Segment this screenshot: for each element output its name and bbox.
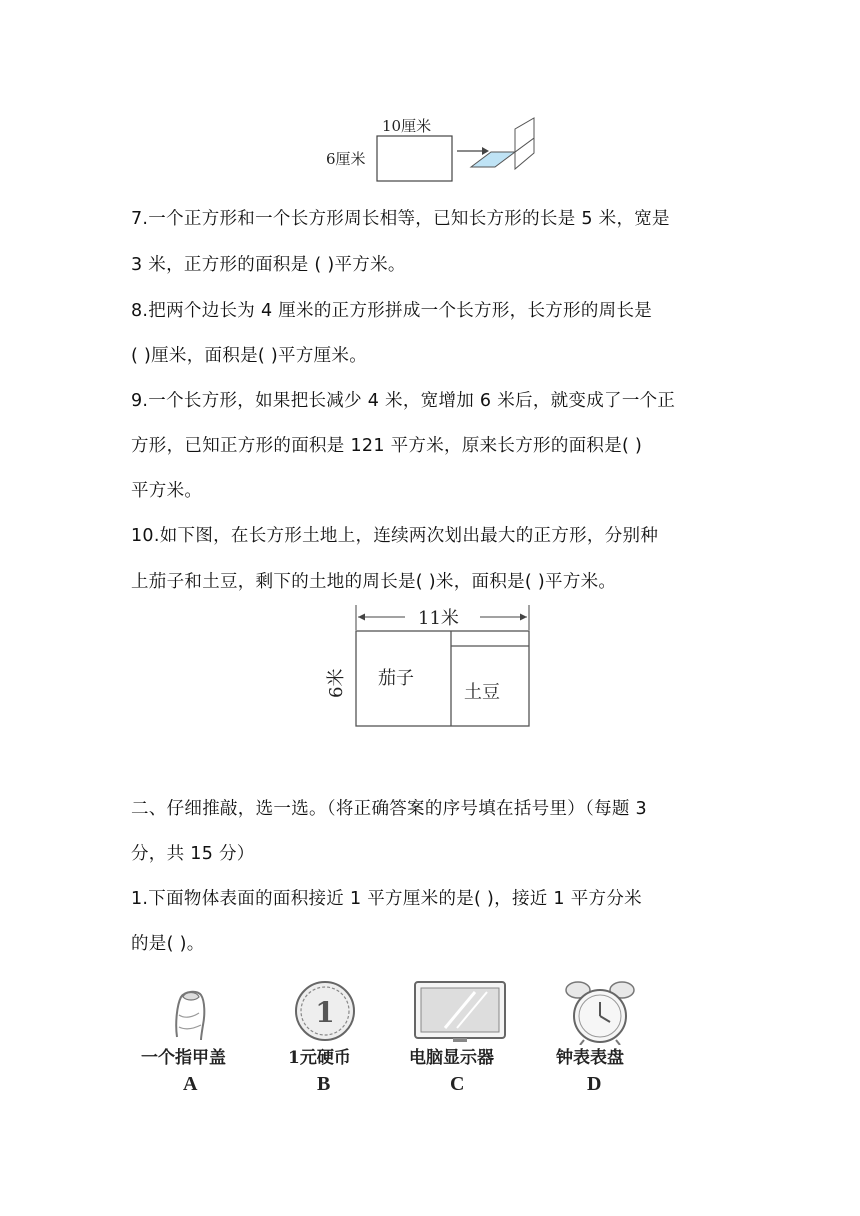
section2-heading-line2: 分，共 15 分） <box>131 844 255 864</box>
monitor-icon <box>405 980 515 1045</box>
section2-heading-line1: 二、仔细推敲，选一选。（将正确答案的序号填在括号里）（每题 3 <box>131 799 647 819</box>
land-figure <box>320 600 540 735</box>
coin-icon <box>275 980 375 1045</box>
q9-line1: 9.一个长方形，如果把长减少 4 米，宽增加 6 米后，就变成了一个正 <box>131 391 676 411</box>
land-width-label: 11米 <box>418 608 459 629</box>
svg-text:1: 1 <box>315 996 335 1029</box>
potato-region-label: 土豆 <box>464 682 500 703</box>
option-a-letter: A <box>183 1073 198 1095</box>
fold-diagram <box>320 112 540 187</box>
option-c <box>405 980 515 1100</box>
option-b <box>275 980 375 1100</box>
paper-rectangle <box>377 136 452 181</box>
fingernail-icon <box>135 985 245 1045</box>
land-height-label: 6米 <box>326 668 347 698</box>
q8-line1: 8.把两个边长为 4 厘米的正方形拼成一个长方形，长方形的周长是 <box>131 301 653 321</box>
q10-line1: 10.如下图，在长方形土地上，连续两次划出最大的正方形，分别种 <box>131 526 659 546</box>
option-b-label: 1元硬币 <box>288 1048 351 1068</box>
fig1-side-label: 6厘米 <box>326 150 366 168</box>
option-a-label: 一个指甲盖 <box>141 1048 226 1068</box>
option-d <box>550 978 650 1100</box>
q7-line1: 7.一个正方形和一个长方形周长相等，已知长方形的长是 5 米，宽是 <box>131 209 670 229</box>
option-d-letter: D <box>587 1073 602 1095</box>
option-d-label: 钟表表盘 <box>556 1048 624 1068</box>
eggplant-region-label: 茄子 <box>378 668 414 689</box>
option-c-label: 电脑显示器 <box>409 1048 494 1068</box>
fold-figure <box>320 112 540 187</box>
q10-line2: 上茄子和土豆，剩下的土地的周长是( )米，面积是( )平方米。 <box>131 572 617 592</box>
folded-base <box>471 152 515 167</box>
s2q1-line1: 1.下面物体表面的面积接近 1 平方厘米的是( )，接近 1 平方分米 <box>131 889 642 909</box>
alarm-clock-icon <box>550 978 650 1045</box>
q7-line2: 3 米，正方形的面积是 ( )平方米。 <box>131 255 406 275</box>
s2q1-line2: 的是( )。 <box>131 934 205 954</box>
option-c-letter: C <box>450 1073 465 1095</box>
fig1-top-label: 10厘米 <box>382 117 432 135</box>
q9-line2: 方形，已知正方形的面积是 121 平方米，原来长方形的面积是( ) <box>131 436 643 456</box>
q9-line3: 平方米。 <box>131 481 203 501</box>
q8-line2: ( )厘米，面积是( )平方厘米。 <box>131 346 368 366</box>
option-b-letter: B <box>317 1073 331 1095</box>
option-a <box>135 985 245 1100</box>
